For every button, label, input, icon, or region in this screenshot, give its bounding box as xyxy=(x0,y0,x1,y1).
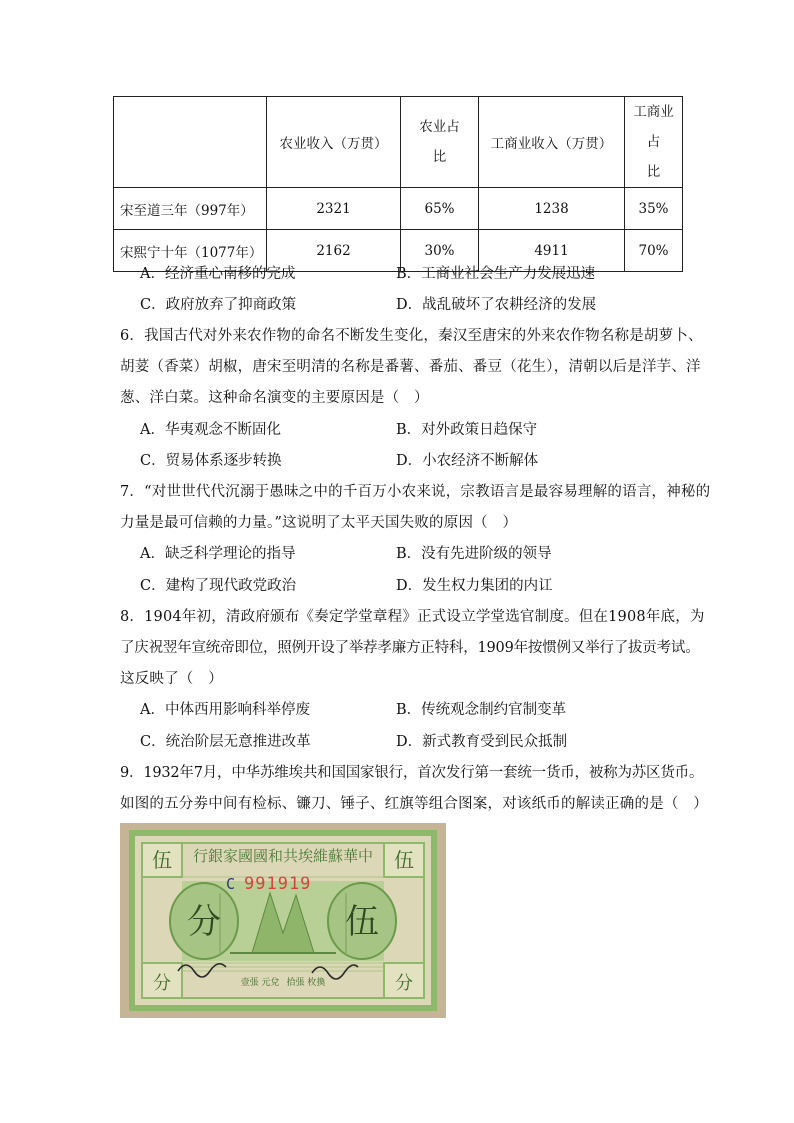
q8-option-a: A．中体西用影响科举停废 xyxy=(140,702,310,718)
q6-option-b: B．对外政策日趋保守 xyxy=(396,422,538,438)
banknote-serial: 991919 xyxy=(244,874,312,894)
banknote-corner-bottom-right: 分 xyxy=(395,973,413,994)
q8-stem-line: 了庆祝翌年宣统帝即位，照例开设了举荐孝廉方正特科，1909年按惯例又举行了拔贡考试。 xyxy=(120,640,700,656)
q6-stem-line: 葱、洋白菜。这种命名演变的主要原因是（ ） xyxy=(120,390,429,406)
table-header-cell: 工商业收入（万贯） xyxy=(479,97,625,188)
q7-stem-line: 7．“对世世代代沉溺于愚昧之中的千百万小农来说，宗教语言是最容易理解的语言，神秘的 xyxy=(120,484,711,500)
table-cell: 70% xyxy=(625,230,683,272)
table-cell: 2162 xyxy=(267,230,401,272)
q6-stem-line: 胡荽（香菜）胡椒，唐宋至明清的名称是番薯、番茄、番豆（花生），清朝以后是洋芋、洋 xyxy=(120,359,701,375)
q9-stem-line: 9．1932年7月，中华苏维埃共和国国家银行，首次发行第一套统一货币，被称为苏区货币。 xyxy=(120,765,704,781)
q5-option-d: D．战乱破坏了农耕经济的发展 xyxy=(396,297,597,313)
table-header-cell: 农业收入（万贯） xyxy=(267,97,401,188)
q6-option-a: A．华夷观念不断固化 xyxy=(140,422,281,438)
q7-option-a: A．缺乏科学理论的指导 xyxy=(140,546,296,562)
table-cell: 30% xyxy=(401,230,479,272)
table-cell: 1238 xyxy=(479,188,625,230)
q9-stem-line: 如图的五分劵中间有检标、镰刀、锤子、红旗等组合图案，对该纸币的解读正确的是（ ） xyxy=(120,796,708,812)
table-cell: 35% xyxy=(625,188,683,230)
q8-stem-line: 这反映了（ ） xyxy=(120,671,223,687)
banknote-corner-top-left: 伍 xyxy=(152,848,172,872)
table-cell: 2321 xyxy=(267,188,401,230)
q7-stem-line: 力量是最可信赖的力量。”这说明了太平天国失败的原因（ ） xyxy=(120,515,518,531)
banknote-bottom-left-text: 壹張 元兌 xyxy=(240,978,280,988)
table-header-cell: 工商业占 比 xyxy=(625,97,683,188)
table-header-row xyxy=(114,97,683,188)
q6-option-c: C．贸易体系逐步转换 xyxy=(140,453,282,469)
table-cell: 4911 xyxy=(479,230,625,272)
q5-option-a: A．经济重心南移的完成 xyxy=(140,266,296,282)
q8-option-d: D．新式教育受到民众抵制 xyxy=(396,734,568,750)
income-table xyxy=(113,96,683,272)
table-row xyxy=(114,188,683,230)
banknote-bottom-right-text: 拾張 枚換 xyxy=(286,978,326,988)
banknote-image xyxy=(120,823,446,1018)
banknote-top-text: 行銀家國國和共埃維蘇華中 xyxy=(192,847,374,865)
table-cell: 宋熙宁十年（1077年） xyxy=(114,230,267,272)
banknote-graphic xyxy=(120,823,446,1018)
banknote-corner-top-right: 伍 xyxy=(394,848,414,872)
q8-option-b: B．传统观念制约官制变革 xyxy=(396,702,567,718)
q5-option-c: C．政府放弃了抑商政策 xyxy=(140,297,297,313)
table-cell: 65% xyxy=(401,188,479,230)
table-header-empty xyxy=(114,97,267,188)
q8-option-c: C．统治阶层无意推进改革 xyxy=(140,734,311,750)
q7-option-d: D．发生权力集团的内讧 xyxy=(396,578,553,594)
banknote-corner-bottom-left: 分 xyxy=(153,973,171,994)
banknote-center-right: 伍 xyxy=(345,902,379,942)
q6-stem-line: 6．我国古代对外来农作物的命名不断发生变化，秦汉至唐宋的外来农作物名称是胡萝卜、 xyxy=(120,328,703,344)
table-cell: 宋至道三年（997年） xyxy=(114,188,267,230)
q7-option-b: B．没有先进阶级的领导 xyxy=(396,546,552,562)
q6-option-d: D．小农经济不断解体 xyxy=(396,453,539,469)
table-header-cell: 农业占 比 xyxy=(401,97,479,188)
banknote-serial-prefix: C xyxy=(226,875,236,893)
q5-option-b: B．工商业社会生产力发展迅速 xyxy=(396,266,596,282)
q7-option-c: C．建构了现代政党政治 xyxy=(140,578,297,594)
q8-stem-line: 8．1904年初，清政府颁布《奏定学堂章程》正式设立学堂选官制度。但在1908年底，为 xyxy=(120,609,705,625)
banknote-center-left: 分 xyxy=(187,902,221,942)
